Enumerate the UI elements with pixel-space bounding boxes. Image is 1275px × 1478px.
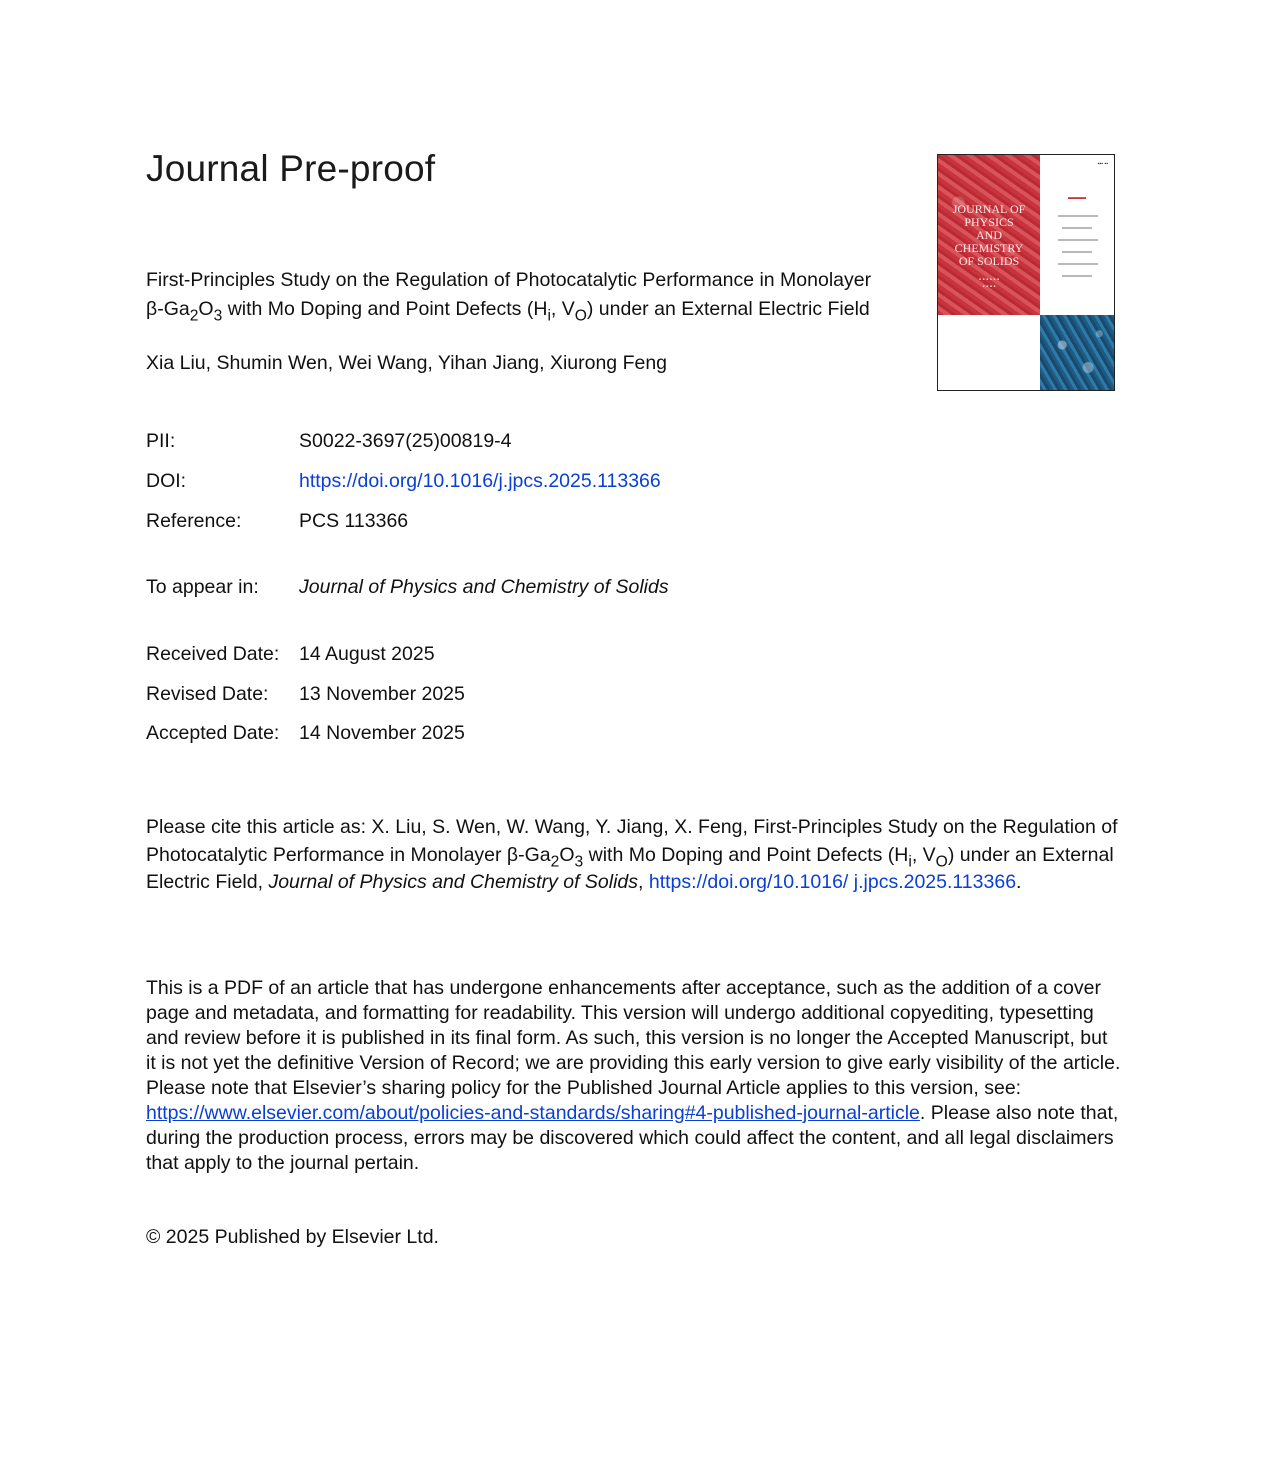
article-title	[146, 266, 936, 324]
title-text: ) under an External Electric Field	[586, 298, 870, 320]
copyright-notice: © 2025 Published by Elsevier Ltd.	[146, 1226, 439, 1248]
meta-value: 13 November 2025	[299, 683, 465, 705]
meta-accepted	[146, 722, 465, 745]
citation-subscript: 2	[550, 852, 560, 870]
title-subscript: O	[574, 307, 587, 325]
citation-subscript: i	[908, 852, 912, 870]
disclaimer-text: This is a PDF of an article that has undergone enhancements after acceptance, such as the addition of a cover page and metadata, and formatting for readability. This version will undergo additional copyediting, typesetting and review before it is published in its final form. As such, this version is no longer the Accepted Manuscript, but it is not yet the definitive Version of Record; we are providing this early version to give early visibility of the article. Please note that Elsevier’s sharing policy for the Published Journal Article applies to this version, see:	[146, 977, 1121, 1099]
meta-label: Accepted Date:	[146, 722, 280, 744]
meta-label: PII:	[146, 430, 176, 452]
meta-value: 14 August 2025	[299, 643, 435, 665]
meta-revised	[146, 683, 465, 706]
citation-doi-link[interactable]: https://doi.org/10.1016/ j.jpcs.2025.113366	[648, 871, 1017, 893]
meta-journal-name: Journal of Physics and Chemistry of Solids	[299, 576, 669, 598]
title-text: with Mo Doping and Point Defects (H	[222, 298, 548, 320]
cover-subtitle-decoration: ▪ ▪ ▪ ▪ ▪ ▪ ▪ ▪ ▪ ▪	[978, 277, 1000, 290]
cover-toc-line	[1058, 215, 1098, 217]
meta-reference	[146, 510, 408, 533]
citation-text: ) under an External Electric Field,	[146, 843, 1114, 893]
cover-red-panel	[938, 155, 1040, 315]
citation-journal: Journal of Physics and Chemistry of Solids	[268, 871, 639, 893]
title-text: O	[198, 298, 214, 320]
cover-journal-title-logo: JOURNAL OF PHYSICS AND CHEMISTRY OF SOLIDS	[952, 202, 1026, 268]
meta-label: DOI:	[146, 470, 187, 492]
citation-text: Please cite this article as: X. Liu, S. Wen, W. Wang, Y. Jiang, X. Feng, First-Principles Study on the Regulation of Photocatalytic Performance in Monolayer β-Ga	[146, 816, 1118, 866]
disclaimer-paragraph	[146, 976, 1121, 1176]
cover-toc-line	[1058, 263, 1098, 265]
meta-label: Revised Date:	[146, 683, 269, 705]
cover-toc-line	[1062, 275, 1092, 277]
meta-value: PCS 113366	[299, 510, 409, 532]
sharing-policy-link[interactable]: https://www.elsevier.com/about/policies-and-standards/sharing#4-published-journal-article	[146, 1102, 920, 1124]
meta-received	[146, 643, 435, 666]
disclaimer-text: . Please also note that, during the production process, errors may be discovered which could affect the content, and all legal disclaimers that apply to the journal pertain.	[146, 1102, 1119, 1174]
citation-text: O	[559, 843, 575, 866]
citation-text: , V	[911, 843, 936, 866]
cover-contents-heading: ▬▬▬	[1068, 195, 1086, 201]
title-text: , V	[550, 298, 575, 320]
journal-cover-image	[937, 154, 1115, 391]
authors: Xia Liu, Shumin Wen, Wei Wang, Yihan Jiang, Xiurong Feng	[146, 352, 668, 374]
citation-subscript: O	[935, 852, 948, 870]
meta-label: Reference:	[146, 510, 242, 532]
meta-value: S0022-3697(25)00819-4	[299, 430, 512, 452]
cover-contents-panel	[1040, 155, 1114, 315]
meta-label: Received Date:	[146, 643, 280, 665]
title-line-1: First-Principles Study on the Regulation of Photocatalytic Performance in Monolayer	[146, 269, 872, 291]
title-subscript: i	[547, 307, 551, 325]
cover-volume-mark: ▪▪▪ ▪▪	[1097, 161, 1108, 167]
citation-paragraph	[146, 814, 1121, 897]
cover-toc-line	[1062, 251, 1092, 253]
meta-label: To appear in:	[146, 576, 259, 598]
cover-toc-line	[1058, 239, 1098, 241]
title-subscript: 2	[189, 307, 199, 325]
cover-blue-panel	[1040, 315, 1114, 390]
journal-preproof-heading: Journal Pre-proof	[146, 148, 436, 189]
doi-link[interactable]: https://doi.org/10.1016/j.jpcs.2025.113366	[299, 470, 661, 492]
citation-text: ,	[638, 871, 649, 893]
citation-subscript: 3	[574, 852, 584, 870]
meta-doi	[146, 470, 661, 493]
meta-value: 14 November 2025	[299, 722, 465, 744]
citation-text: with Mo Doping and Point Defects (H	[583, 843, 909, 866]
title-subscript: 3	[213, 307, 223, 325]
meta-to-appear	[146, 576, 669, 599]
meta-pii	[146, 430, 512, 453]
citation-text: .	[1016, 871, 1022, 893]
title-text: β-Ga	[146, 298, 190, 320]
cover-toc-line	[1062, 227, 1092, 229]
